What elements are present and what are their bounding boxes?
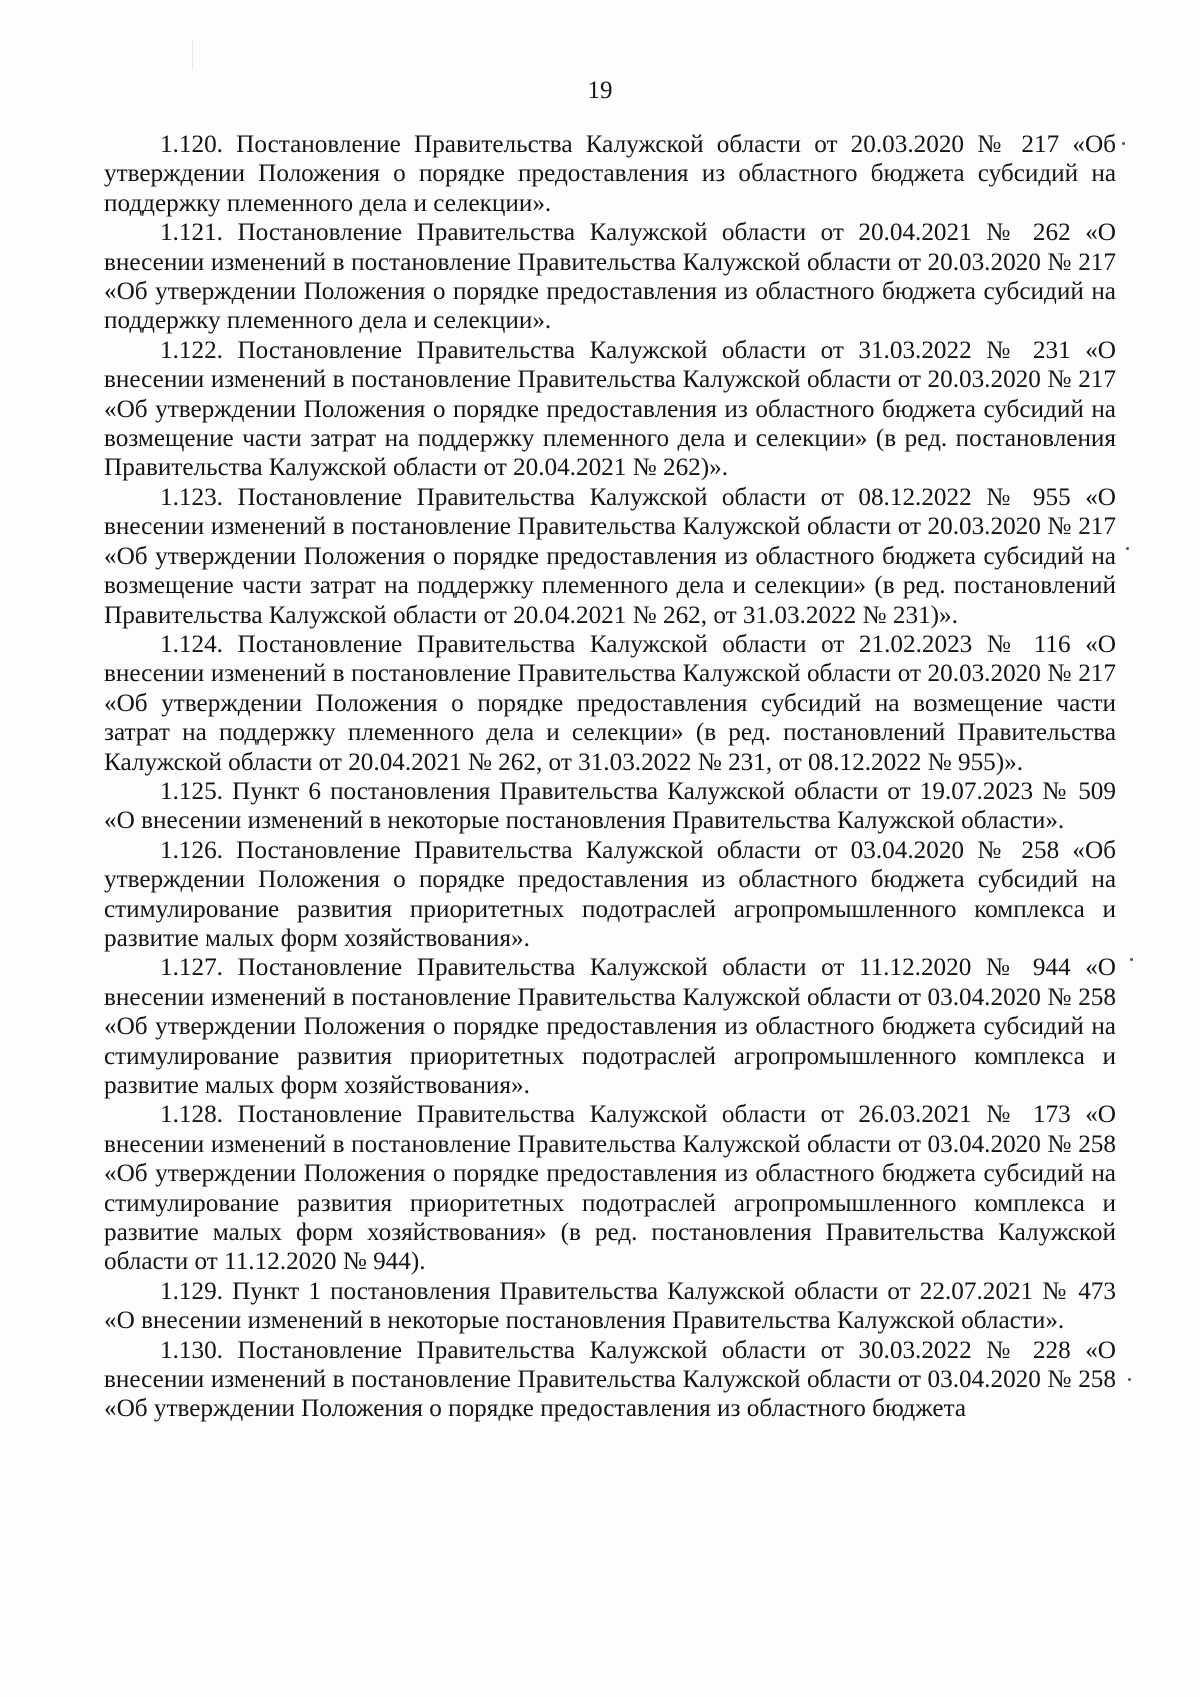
scan-speck	[1128, 1378, 1131, 1381]
paragraph-1-120: 1.120. Постановление Правительства Калужской области от 20.03.2020 № 217 «Об утверждении Положения о порядке предоставления из областного бюджета субсидий на поддержку племенного дела и селекции».	[104, 131, 1116, 217]
scan-speck	[1130, 958, 1133, 961]
scan-speck	[1126, 547, 1129, 550]
page-number: 19	[587, 77, 613, 104]
paragraph-1-125: 1.125. Пункт 6 постановления Правительства Калужской области от 19.07.2023 № 509 «О внесении изменений в некоторые постановления Правительства Калужской области».	[104, 777, 1116, 835]
scan-margin-line	[192, 40, 193, 70]
paragraph-1-124: 1.124. Постановление Правительства Калужской области от 21.02.2023 № 116 «О внесении изменений в постановление Правительства Калужской области от 20.03.2020 № 217 «Об утверждении Положения о порядке предоставления субсидий на возмещение части затрат на поддержку племенного дела и селекции» (в ред. постановлений Правительства Калужской области от 20.04.2021 № 262, от 31.03.2022 № 231, от 08.12.2022 № 955)».	[104, 630, 1116, 776]
page-body	[104, 130, 1116, 1424]
paragraph-1-128: 1.128. Постановление Правительства Калужской области от 26.03.2021 № 173 «О внесении изменений в постановление Правительства Калужской области от 03.04.2020 № 258 «Об утверждении Положения о порядке предоставления из областного бюджета субсидий на стимулирование развития приоритетных подотраслей агропромышленного комплекса и развитие малых форм хозяйствования» (в ред. постановления Правительства Калужской области от 11.12.2020 № 944).	[104, 1101, 1116, 1276]
paragraph-1-129: 1.129. Пункт 1 постановления Правительства Калужской области от 22.07.2021 № 473 «О внесении изменений в некоторые постановления Правительства Калужской области».	[104, 1277, 1116, 1335]
paragraph-1-123: 1.123. Постановление Правительства Калужской области от 08.12.2022 № 955 «О внесении изменений в постановление Правительства Калужской области от 20.03.2020 № 217 «Об утверждении Положения о порядке предоставления из областного бюджета субсидий на возмещение части затрат на поддержку племенного дела и селекции» (в ред. постановлений Правительства Калужской области от 20.04.2021 № 262, от 31.03.2022 № 231)».	[104, 483, 1116, 629]
paragraph-1-126: 1.126. Постановление Правительства Калужской области от 03.04.2020 № 258 «Об утверждении Положения о порядке предоставления из областного бюджета субсидий на стимулирование развития приоритетных подотраслей агропромышленного комплекса и развитие малых форм хозяйствования».	[104, 836, 1116, 952]
paragraph-1-130: 1.130. Постановление Правительства Калужской области от 30.03.2022 № 228 «О внесении изменений в постановление Правительства Калужской области от 03.04.2020 № 258 «Об утверждении Положения о порядке предоставления из областного бюджета	[104, 1336, 1116, 1423]
paragraph-1-121: 1.121. Постановление Правительства Калужской области от 20.04.2021 № 262 «О внесении изменений в постановление Правительства Калужской области от 20.03.2020 № 217 «Об утверждении Положения о порядке предоставления из областного бюджета субсидий на поддержку племенного дела и селекции».	[104, 219, 1116, 335]
paragraph-1-127: 1.127. Постановление Правительства Калужской области от 11.12.2020 № 944 «О внесении изменений в постановление Правительства Калужской области от 03.04.2020 № 258 «Об утверждении Положения о порядке предоставления из областного бюджета субсидий на стимулирование развития приоритетных подотраслей агропромышленного комплекса и развитие малых форм хозяйствования».	[104, 954, 1116, 1099]
paragraph-1-122: 1.122. Постановление Правительства Калужской области от 31.03.2022 № 231 «О внесении изменений в постановление Правительства Калужской области от 20.03.2020 № 217 «Об утверждении Положения о порядке предоставления из областного бюджета субсидий на возмещение части затрат на поддержку племенного дела и селекции» (в ред. постановления Правительства Калужской области от 20.04.2021 № 262)».	[104, 336, 1116, 482]
scan-speck	[1122, 142, 1125, 145]
